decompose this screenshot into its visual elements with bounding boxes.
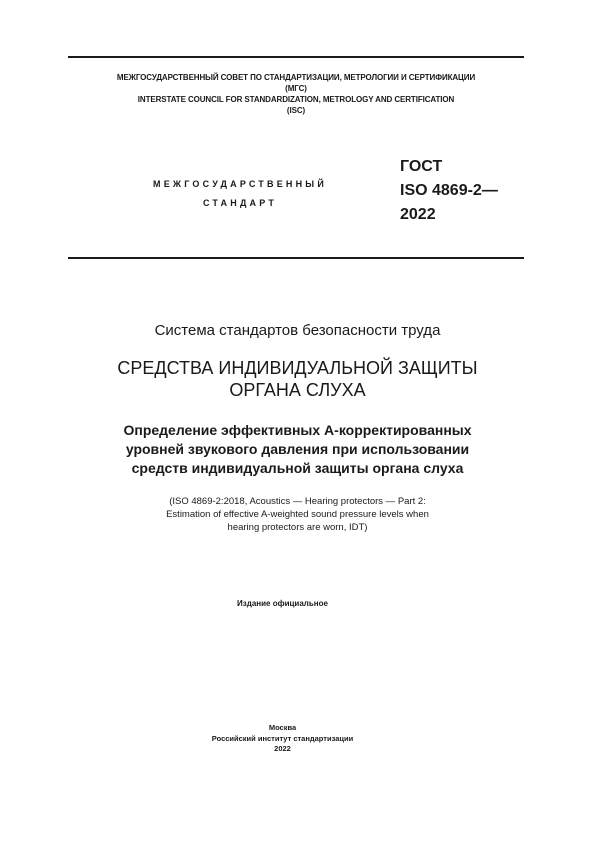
council-abbr-en: (ISC) — [286, 106, 306, 115]
imprint — [0, 723, 565, 755]
standard-number-line3: 2022 — [400, 206, 436, 223]
iso-reference-line2: Estimation of effective A-weighted sound pressure levels when — [166, 509, 429, 520]
council-header — [68, 72, 524, 116]
middle-rule — [68, 257, 524, 259]
standard-type-line1: МЕЖГОСУДАРСТВЕННЫЙ — [153, 179, 327, 189]
sub-title — [0, 421, 595, 478]
council-name-en: INTERSTATE COUNCIL FOR STANDARDIZATION, METROLOGY AND CERTIFICATION — [137, 95, 455, 104]
iso-reference — [0, 495, 595, 534]
standard-number — [400, 155, 498, 227]
edition-label: Издание официальное — [237, 599, 328, 608]
standard-number-line1: ГОСТ — [400, 158, 443, 175]
standard-type-line2: СТАНДАРТ — [202, 198, 278, 208]
standard-number-line2: ISO 4869-2— — [400, 182, 498, 199]
iso-reference-line1: (ISO 4869-2:2018, Acoustics — Hearing protectors — Part 2: — [169, 496, 426, 507]
sub-title-line2: уровней звукового давления при использовании — [125, 441, 470, 457]
main-title — [0, 357, 595, 401]
top-rule — [68, 56, 524, 58]
main-title-line1: СРЕДСТВА ИНДИВИДУАЛЬНОЙ ЗАЩИТЫ — [117, 358, 478, 378]
iso-reference-line3: hearing protectors are worn, IDT) — [227, 522, 368, 533]
standard-type-label — [110, 175, 370, 213]
imprint-city: Москва — [268, 723, 297, 732]
imprint-publisher: Российский институт стандартизации — [211, 733, 354, 743]
sub-title-line3: средств индивидуальной защиты органа слуха — [131, 460, 464, 476]
council-name-ru: МЕЖГОСУДАРСТВЕННЫЙ СОВЕТ ПО СТАНДАРТИЗАЦИИ, МЕТРОЛОГИИ И СЕРТИФИКАЦИИ — [116, 73, 476, 82]
council-abbr-ru: (МГС) — [285, 84, 307, 93]
sub-title-line1: Определение эффективных А-корректированных — [123, 422, 472, 438]
system-title: Система стандартов безопасности труда — [154, 322, 441, 339]
imprint-year: 2022 — [274, 744, 291, 753]
main-title-line2: ОРГАНА СЛУХА — [229, 380, 366, 400]
